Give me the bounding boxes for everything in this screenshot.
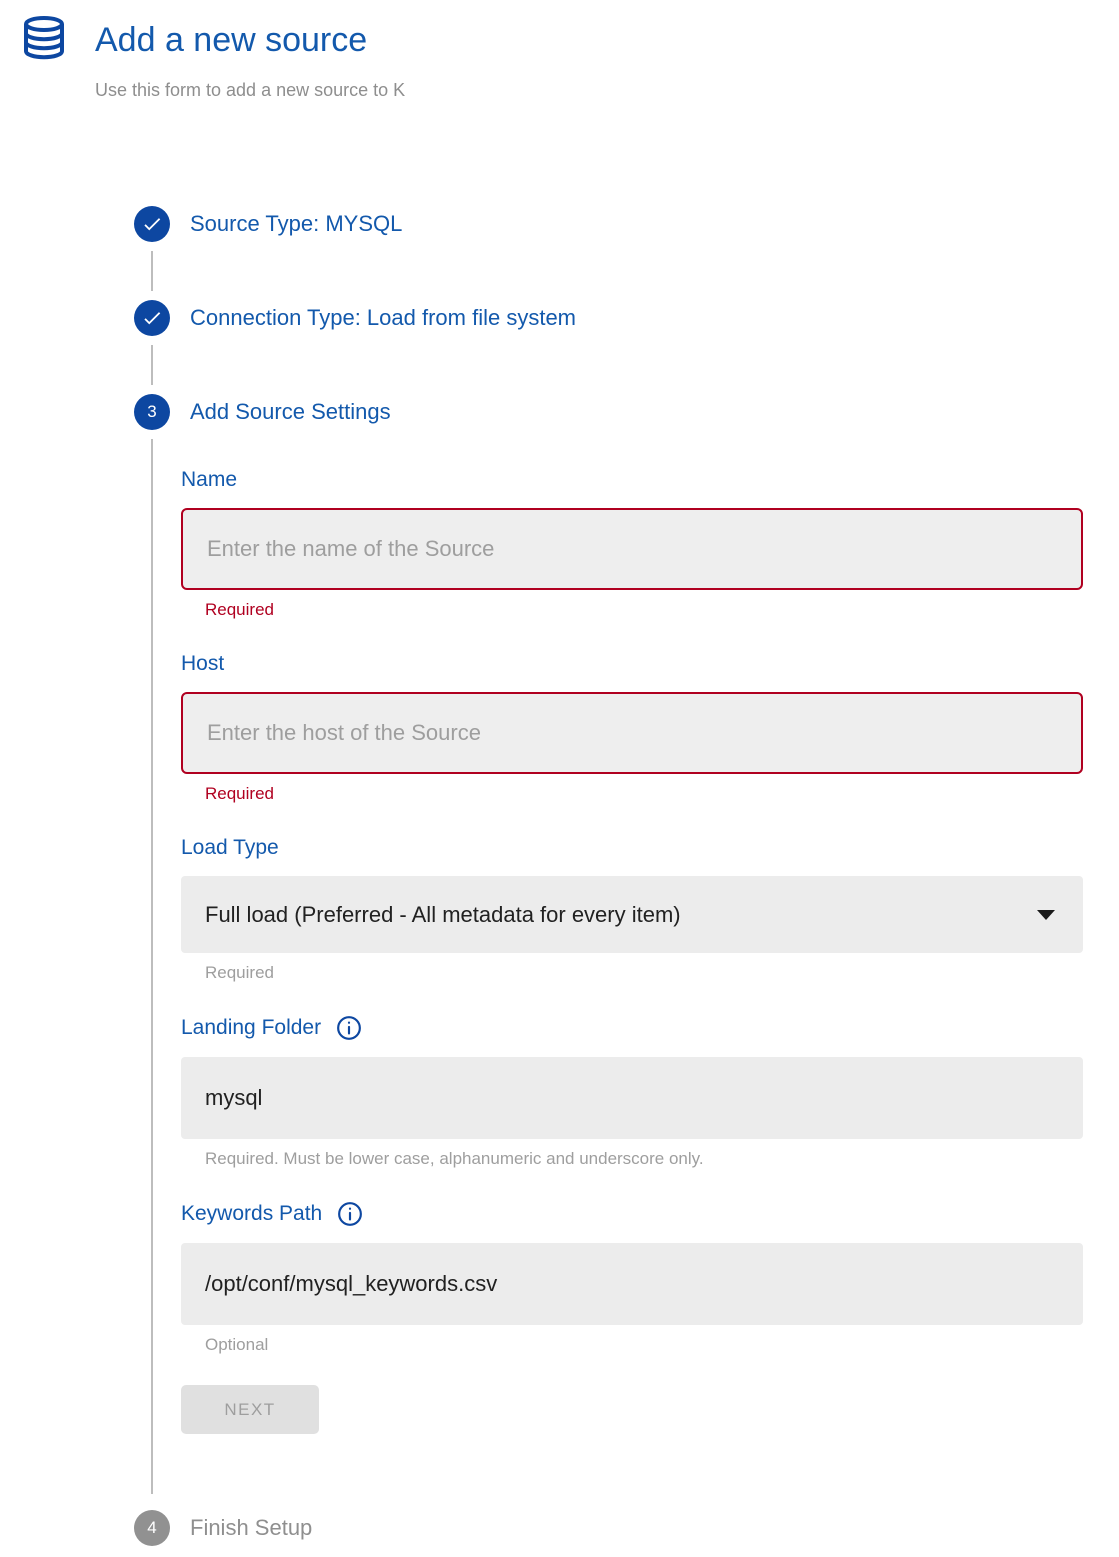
step4-number-badge: 4 [134,1510,170,1546]
step1-label: Source Type: MYSQL [190,211,403,236]
step3-label: Add Source Settings [190,399,391,424]
chevron-down-icon [1037,910,1055,920]
load-type-selected-value: Full load (Preferred - All metadata for every item) [205,901,681,927]
step3-content [134,430,1119,1494]
name-helper-text: Required [205,600,274,619]
name-field-label: Name [181,468,238,491]
page-subtitle: Use this form to add a new source to K [95,80,406,100]
database-icon [20,14,68,66]
source-settings-form [181,430,1083,1494]
step2-completed-check-icon [134,300,170,336]
host-input[interactable] [181,692,1083,774]
step-source-type [134,206,1119,242]
step2-label: Connection Type: Load from file system [190,305,577,330]
page-header [0,0,1119,101]
next-button[interactable]: NEXT [181,1385,319,1434]
keywords-path-field-group [181,1201,1083,1355]
step1-completed-check-icon [134,206,170,242]
keywords-path-info-icon[interactable] [337,1201,363,1227]
name-field-group [181,468,1083,620]
step-connector [151,345,153,385]
load-type-helper-text: Required [205,963,274,982]
page-title: Add a new source [95,21,368,59]
load-type-select[interactable] [181,876,1083,953]
step-connection-type [134,300,1119,336]
landing-folder-input[interactable] [181,1057,1083,1139]
landing-folder-info-icon[interactable] [336,1015,362,1041]
step-source-settings [134,394,1119,430]
landing-folder-field-label: Landing Folder [181,1016,322,1039]
name-input[interactable] [181,508,1083,590]
host-field-label: Host [181,652,225,675]
keywords-path-helper-text: Optional [205,1335,269,1354]
load-type-field-label: Load Type [181,836,279,859]
step-connector-long [151,439,153,1494]
keywords-path-input[interactable] [181,1243,1083,1325]
step-finish-setup [134,1510,1119,1546]
keywords-path-field-label: Keywords Path [181,1202,323,1225]
step-connector [151,251,153,291]
step3-number-badge: 3 [134,394,170,430]
landing-folder-field-group [181,1015,1083,1169]
step4-label: Finish Setup [190,1515,313,1540]
load-type-field-group [181,836,1083,983]
landing-folder-helper-text: Required. Must be lower case, alphanumeric and underscore only. [205,1149,704,1168]
host-field-group [181,652,1083,804]
setup-stepper [134,206,1119,1546]
host-helper-text: Required [205,784,274,803]
